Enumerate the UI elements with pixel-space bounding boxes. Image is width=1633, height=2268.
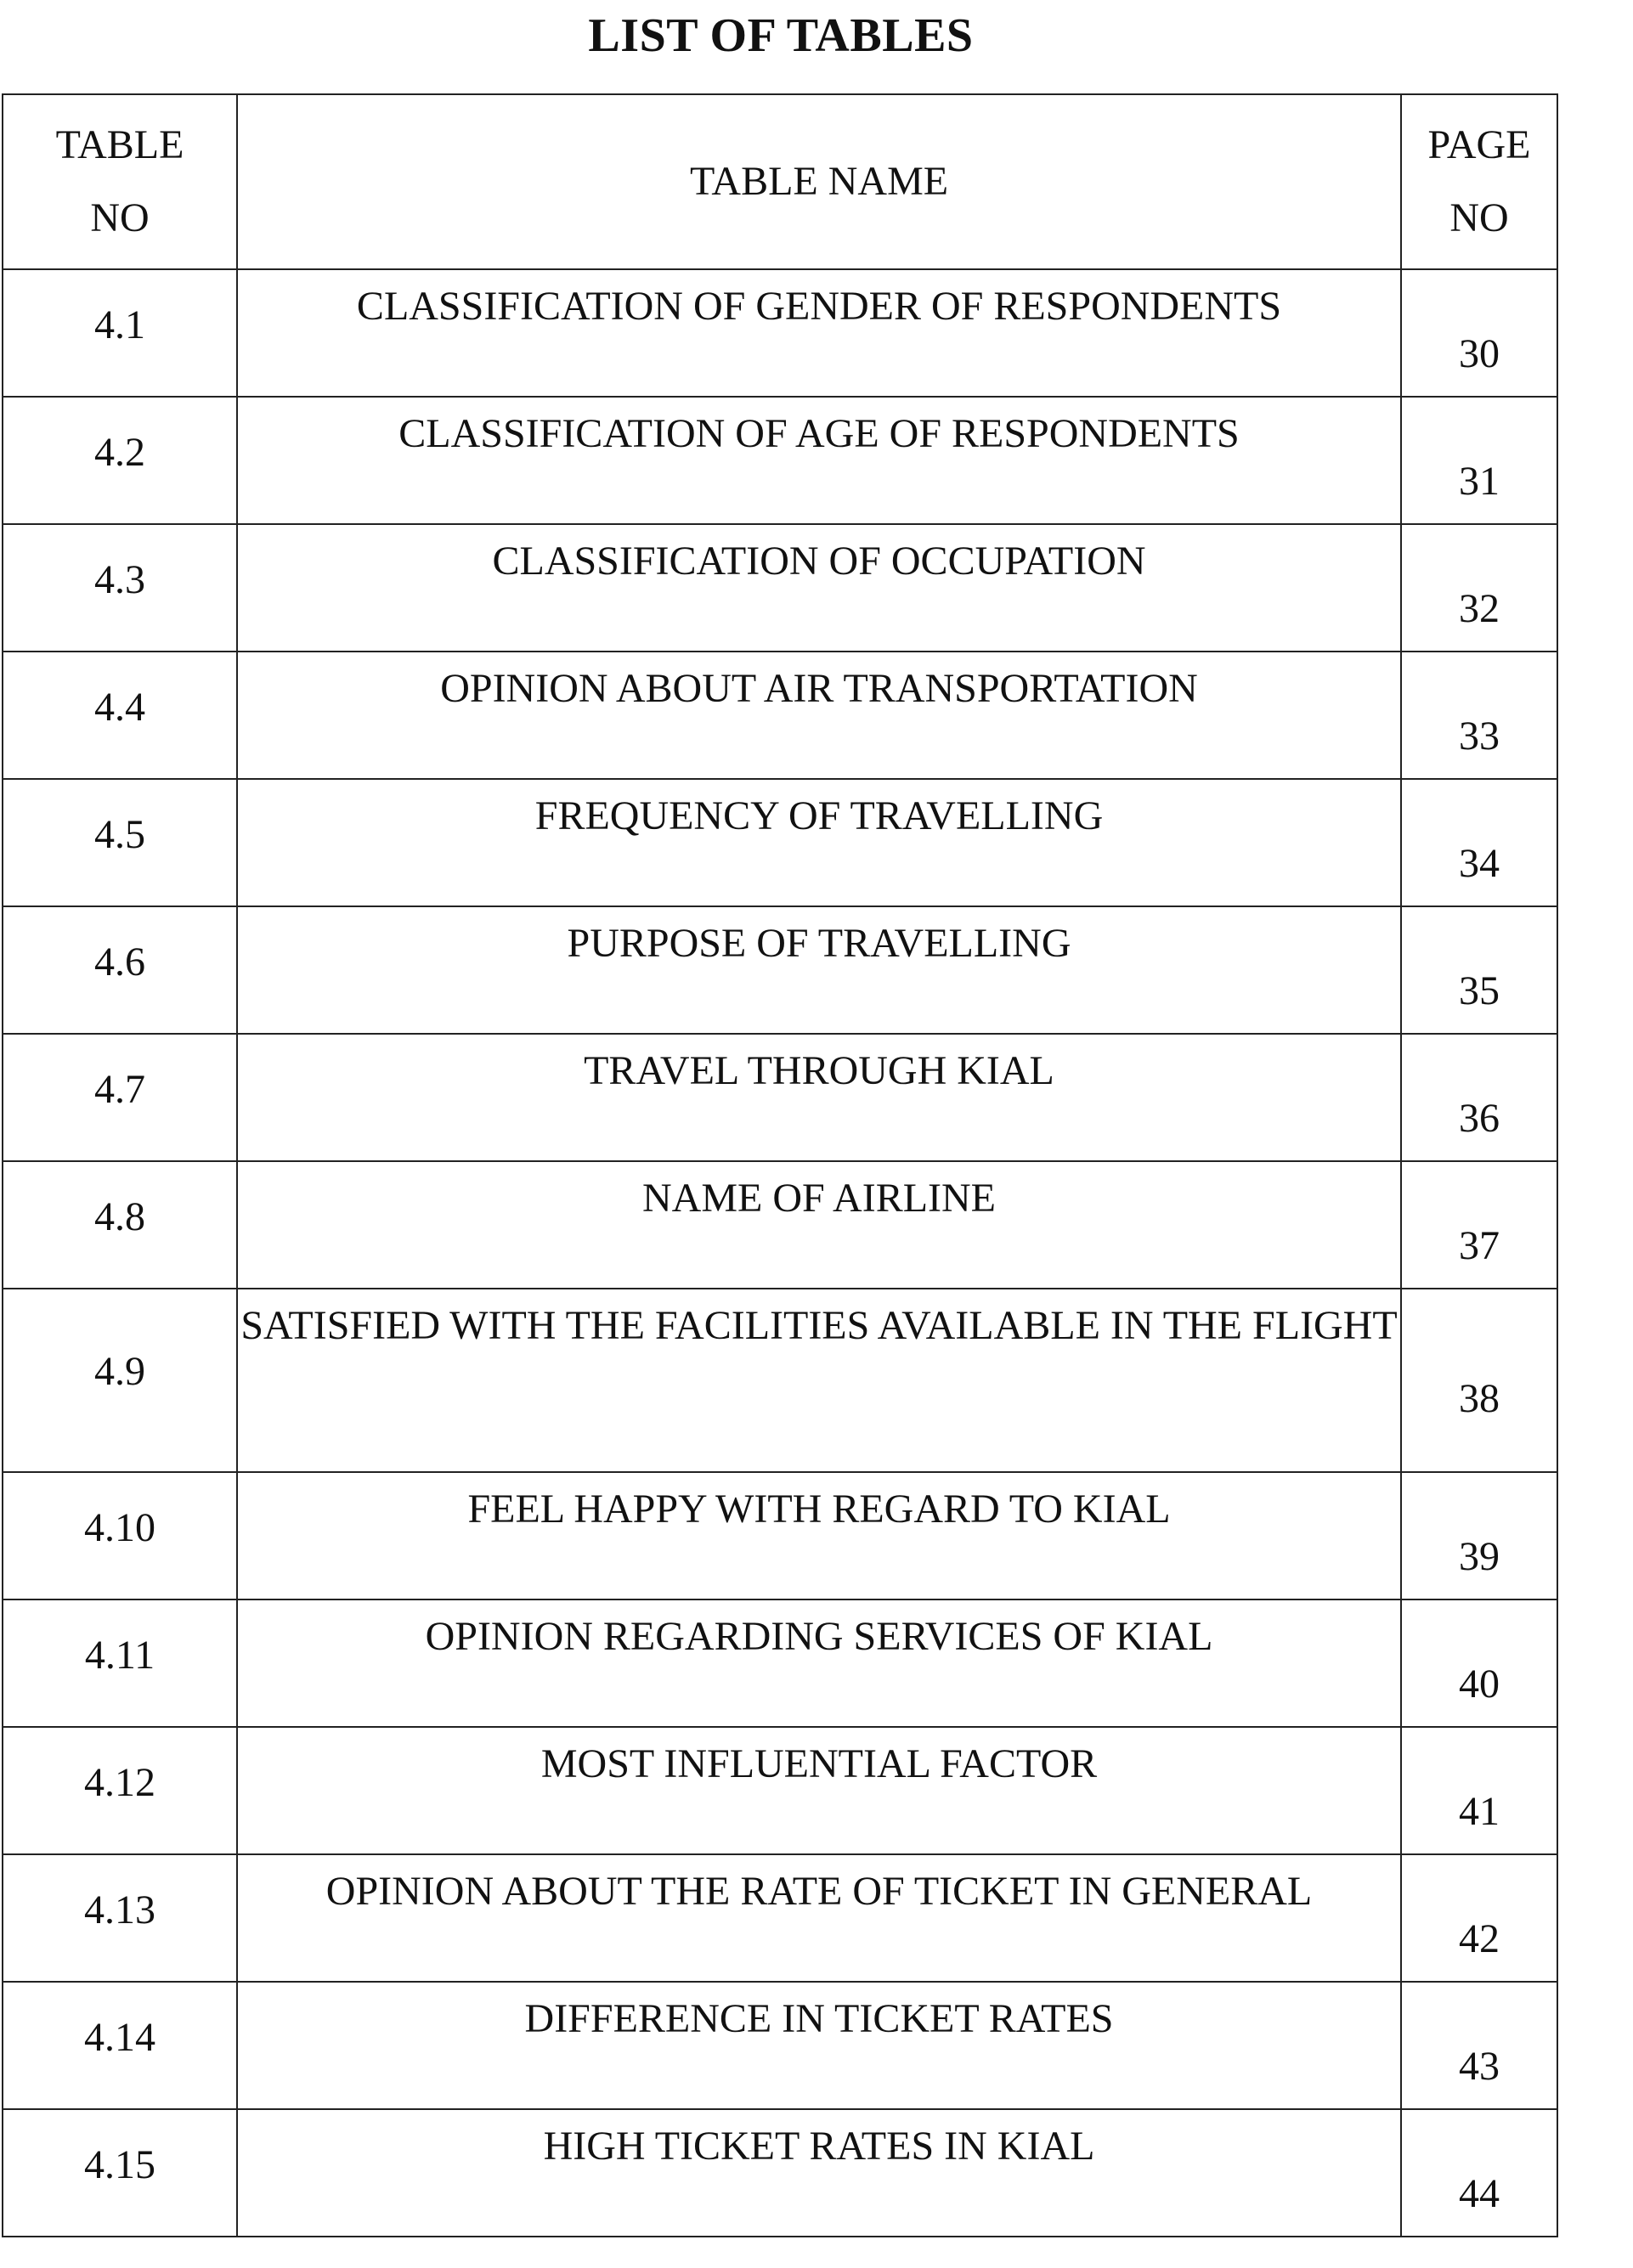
table-name-cell [237, 779, 1401, 906]
page-number: 40 [1459, 1662, 1500, 1707]
table-number: 4.9 [94, 1349, 145, 1394]
table-name: NAME OF AIRLINE [642, 1176, 996, 1221]
page-number-cell [1401, 2109, 1557, 2237]
table-number: 4.6 [94, 939, 145, 984]
table-number: 4.12 [84, 1760, 155, 1805]
list-of-tables [2, 93, 1558, 2237]
table-number-cell [3, 397, 237, 524]
table-name: OPINION ABOUT THE RATE OF TICKET IN GENERAL [325, 1869, 1313, 1914]
table-name: PURPOSE OF TRAVELLING [567, 921, 1071, 966]
table-number: 4.8 [94, 1194, 145, 1239]
table-number: 4.7 [94, 1067, 145, 1112]
page-number: 44 [1459, 2171, 1500, 2216]
page-number-cell [1401, 652, 1557, 779]
table-number-cell [3, 1472, 237, 1599]
table-row [3, 2109, 1557, 2237]
table-row [3, 1472, 1557, 1599]
table-row [3, 1034, 1557, 1161]
table-row [3, 524, 1557, 652]
table-number-cell [3, 1854, 237, 1982]
table-row [3, 779, 1557, 906]
table-row [3, 1854, 1557, 1982]
table-number: 4.5 [94, 812, 145, 857]
page-number-cell [1401, 1727, 1557, 1854]
table-number-cell [3, 1161, 237, 1289]
table-name: CLASSIFICATION OF AGE OF RESPONDENTS [398, 411, 1240, 456]
table-name: MOST INFLUENTIAL FACTOR [540, 1741, 1098, 1786]
table-number: 4.11 [84, 1633, 155, 1678]
table-row [3, 1727, 1557, 1854]
table-name: HIGH TICKET RATES IN KIAL [543, 2124, 1095, 2169]
table-number-cell [3, 779, 237, 906]
table-name: FEEL HAPPY WITH REGARD TO KIAL [467, 1487, 1171, 1532]
table-number-cell [3, 1982, 237, 2109]
table-name-cell [237, 1599, 1401, 1727]
table-name-cell [237, 2109, 1401, 2237]
table-name-cell [237, 906, 1401, 1034]
header-table-name [237, 94, 1401, 269]
table-row [3, 1982, 1557, 2109]
page-number-cell [1401, 1289, 1557, 1472]
table-number-cell [3, 1034, 237, 1161]
page-number: 38 [1459, 1376, 1500, 1421]
header-page-no [1401, 94, 1557, 269]
page-number: 36 [1459, 1096, 1500, 1141]
page-number-cell [1401, 524, 1557, 652]
page-number: 34 [1459, 841, 1500, 886]
table-row [3, 1599, 1557, 1727]
table-name-cell [237, 397, 1401, 524]
page-number: 41 [1459, 1789, 1500, 1834]
table-row [3, 1161, 1557, 1289]
page-number-cell [1401, 269, 1557, 397]
page-number-cell [1401, 779, 1557, 906]
table-name: SATISFIED WITH THE FACILITIES AVAILABLE IN THE FLIGHT [240, 1303, 1398, 1348]
table-name-cell [237, 269, 1401, 397]
page-number: 30 [1459, 331, 1500, 376]
table-name-cell [237, 1982, 1401, 2109]
table-number: 4.13 [84, 1887, 155, 1932]
table-number-cell [3, 524, 237, 652]
table-number: 4.14 [84, 2015, 155, 2060]
table-row [3, 269, 1557, 397]
table-number: 4.4 [94, 685, 145, 730]
page-number-cell [1401, 1982, 1557, 2109]
table-number-cell [3, 1599, 237, 1727]
table-name-cell [237, 1854, 1401, 1982]
table-name: DIFFERENCE IN TICKET RATES [524, 1996, 1114, 2041]
header-table-name-label: TABLE NAME [689, 159, 949, 204]
table-name-cell [237, 1034, 1401, 1161]
page-number-cell [1401, 1161, 1557, 1289]
table-number: 4.2 [94, 430, 145, 475]
table-number: 4.10 [84, 1505, 155, 1550]
table-number-cell [3, 269, 237, 397]
page-number: 35 [1459, 968, 1500, 1013]
table-row [3, 652, 1557, 779]
table-name-cell [237, 1289, 1401, 1472]
table-name-cell [237, 524, 1401, 652]
header-table-no [3, 94, 237, 269]
page-number-cell [1401, 1599, 1557, 1727]
table-number: 4.15 [84, 2142, 155, 2187]
page-number-cell [1401, 397, 1557, 524]
table-name: FREQUENCY OF TRAVELLING [534, 793, 1104, 838]
table-number-cell [3, 652, 237, 779]
page-number: 42 [1459, 1916, 1500, 1961]
table-name-cell [237, 1727, 1401, 1854]
table-number: 4.3 [94, 557, 145, 602]
page-number: 39 [1459, 1534, 1500, 1579]
page-number: 43 [1459, 2044, 1500, 2089]
table-name: OPINION REGARDING SERVICES OF KIAL [425, 1614, 1213, 1659]
table-name: OPINION ABOUT AIR TRANSPORTATION [440, 666, 1198, 711]
table-number-cell [3, 1727, 237, 1854]
table-number-cell [3, 2109, 237, 2237]
table-row [3, 1289, 1557, 1472]
table-name-cell [237, 1472, 1401, 1599]
page-number: 33 [1459, 714, 1500, 759]
page-number-cell [1401, 1854, 1557, 1982]
table-number: 4.1 [94, 302, 145, 347]
table-number-cell [3, 906, 237, 1034]
page-number: 31 [1459, 459, 1500, 504]
page-number-cell [1401, 906, 1557, 1034]
table-header-row [3, 94, 1557, 269]
page-number-cell [1401, 1472, 1557, 1599]
table-name: CLASSIFICATION OF OCCUPATION [492, 539, 1146, 584]
table-name-cell [237, 652, 1401, 779]
table-row [3, 397, 1557, 524]
page-title: LIST OF TABLES [588, 9, 974, 62]
header-page-no-line2: NO [1449, 195, 1509, 240]
header-table-no-line2: NO [90, 195, 150, 240]
page-number: 32 [1459, 586, 1500, 631]
header-page-no-line1: PAGE [1427, 122, 1531, 167]
table-name: TRAVEL THROUGH KIAL [584, 1048, 1054, 1093]
table-name: CLASSIFICATION OF GENDER OF RESPONDENTS [356, 284, 1282, 329]
header-table-no-line1: TABLE [55, 122, 184, 167]
table-row [3, 906, 1557, 1034]
page-number: 37 [1459, 1223, 1500, 1268]
table-number-cell [3, 1289, 237, 1472]
page-number-cell [1401, 1034, 1557, 1161]
table-name-cell [237, 1161, 1401, 1289]
